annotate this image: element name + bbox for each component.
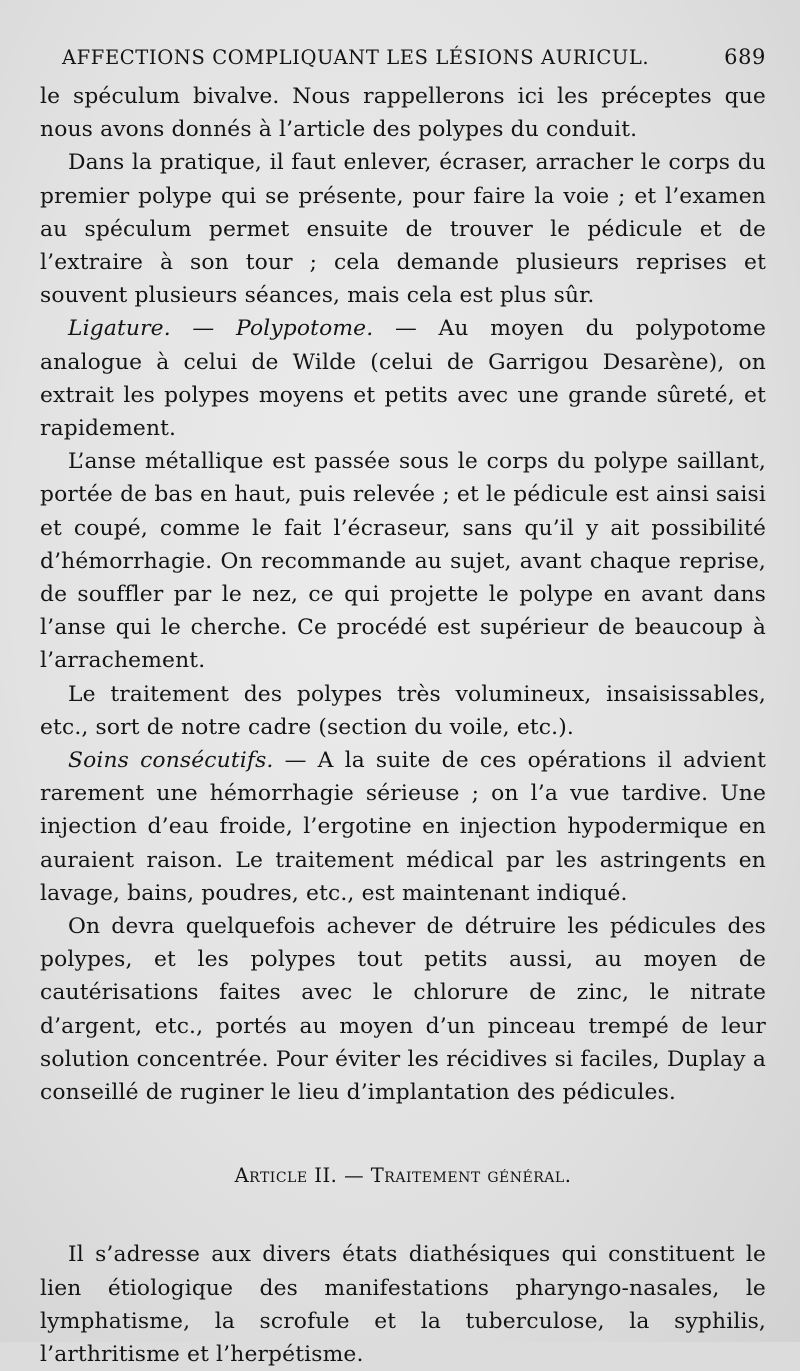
- running-head: [40, 34, 766, 80]
- paragraph-pratique: Dans la pratique, il faut enlever, écraser, arracher le corps du premier polype qui se présente, pour faire la voie ; et l’examen au spéculum permet ensuite de trouver le pédicule et de l’extraire à son tour ; cela demande plusieurs reprises et souvent plusieurs séances, mais cela est plus sûr.: [40, 150, 766, 309]
- paragraph-volumineux: Le traitement des polypes très volumineux, insaisissables, etc., sort de notre cadre (section du voile, etc.).: [40, 681, 766, 740]
- body-text: [40, 80, 766, 1371]
- ligature-text: — Au moyen du polypotome analogue à celui de Wilde (celui de Garrigou Desarène), on extrait les polypes moyens et petits avec une grande sûreté, et rapidement.: [40, 316, 767, 442]
- paragraph-soins: [40, 744, 766, 910]
- page-number: 689: [724, 45, 766, 69]
- ligature-lead: Ligature. — Polypotome.: [68, 316, 374, 342]
- soins-text: — A la suite de ces opérations il advient rarement une hémorrhagie sérieuse ; on l’a vue tardive. Une injection d’eau froide, l’ergotine en injection hypodermique en auraient raison. Le traitement médical par les astringents en lavage, bains, poudres, etc., est maintenant indiqué.: [40, 748, 766, 906]
- soins-lead: Soins consécutifs.: [68, 748, 274, 774]
- paragraph-diathesiques: Il s’adresse aux divers états diathésiques qui constituent le lien étiologique des manifestations pharyngo-nasales, le lymphatisme, la scrofule et la tuberculose, la syphilis, l’arthritisme et l’herpétisme.: [40, 1242, 766, 1367]
- section-heading: [40, 1161, 766, 1191]
- paragraph-anse: L’anse métallique est passée sous le corps du polype saillant, portée de bas en haut, puis relevée ; et le pédicule est ainsi saisi et coupé, comme le fait l’écraseur, sans qu’il y ait possibilité d’hémorrhagie. On recommande au sujet, avant chaque reprise, de souffler par le nez, ce qui projette le polype en avant dans l’anse qui le cherche. Ce procédé est supérieur de beaucoup à l’arrachement.: [40, 449, 766, 674]
- paragraph-pedicules: On devra quelquefois achever de détruire les pédicules des polypes, et les polypes tout petits aussi, au moyen de cautérisations faites avec le chlorure de zinc, le nitrate d’argent, etc., portés au moyen d’un pinceau trempé de leur solution concentrée. Pour éviter les récidives si faciles, Duplay a conseillé de ruginer le lieu d’implantation des pédicules.: [40, 914, 766, 1106]
- section-title: Traitement général.: [370, 1164, 572, 1188]
- paragraph-ligature: [40, 312, 766, 445]
- section-dash: —: [337, 1164, 371, 1188]
- paragraph-speculum: le spéculum bivalve. Nous rappellerons ici les préceptes que nous avons donnés à l’article des polypes du conduit.: [40, 84, 766, 143]
- running-title: AFFECTIONS COMPLIQUANT LES LÉSIONS AURICUL.: [62, 46, 650, 69]
- section-label: Article II.: [234, 1164, 338, 1188]
